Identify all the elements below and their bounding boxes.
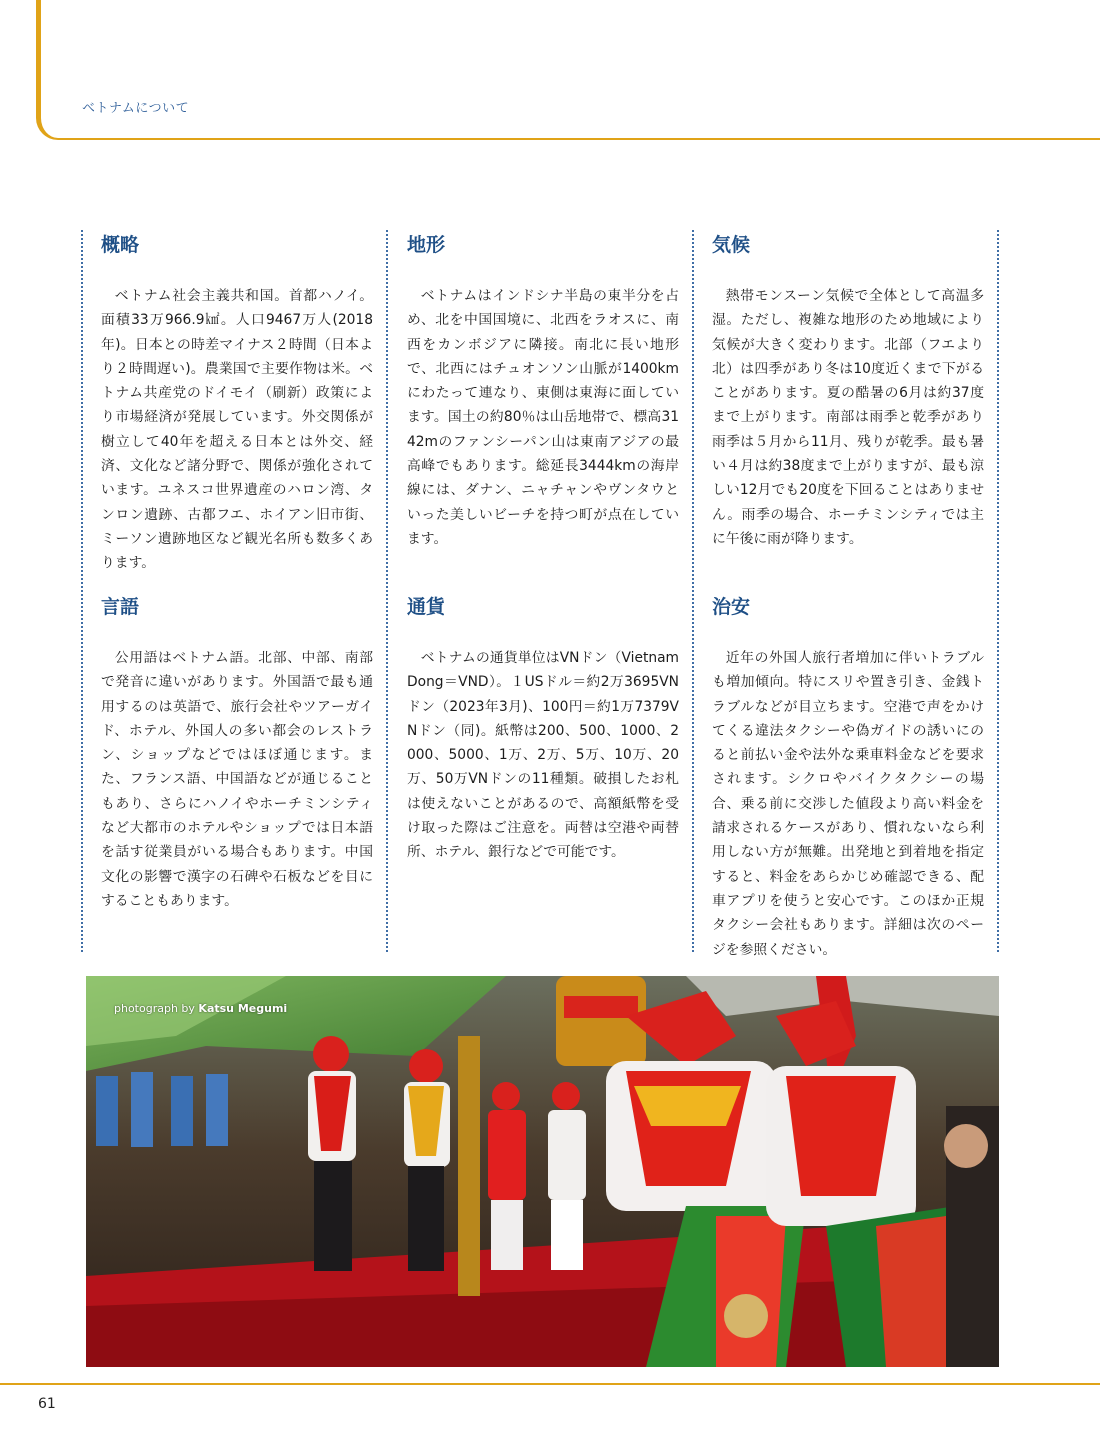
section-safety [712,594,984,962]
column-divider [692,230,694,952]
section-title: 治安 [712,596,751,618]
festival-photo [86,976,999,1367]
section-title: 概略 [101,234,140,256]
section-geography [407,232,679,551]
section-body: 公用語はベトナム語。北部、中部、南部で発音に違いがあります。外国語で最も通用するのは英語で、旅行会社やツアーガイド、ホテル、外国人の多い都会のレストラン、ショップなどではほぼ通じます。また、フランス語、中国語などが通じることもあり、さらにハノイやホーチミンシティなど大都市のホテルやショップでは日本語を話す従業員がいる場合もあります。中国文化の影響で漢字の石碑や石板などを目にすることもあります。 [101,650,373,909]
section-climate [712,232,984,551]
page-header-frame [36,0,1100,140]
column-divider [386,230,388,952]
section-title: 地形 [407,234,446,256]
section-title: 通貨 [407,596,446,618]
section-language [101,594,373,913]
page-number: 61 [38,1396,56,1412]
section-currency [407,594,679,865]
photo-credit-prefix: photograph by [114,1002,195,1015]
section-body: 近年の外国人旅行者増加に伴いトラブルも増加傾向。特にスリや置き引き、金銭トラブルなどが目立ちます。空港で声をかけてくる違法タクシーや偽ガイドの誘いにのると前払い金や法外な乗車料金などを要求されます。シクロやバイクタクシーの場合、乗る前に交渉した値段より高い料金を請求されるケースがあり、慣れないなら利用しない方が無難。出発地と到着地を指定すると、料金をあらかじめ確認できる、配車アプリを使うと安心です。このほか正規タクシー会社もあります。詳細は次のページを参照ください。 [712,650,984,958]
photo-credit-name: Katsu Megumi [198,1002,288,1015]
section-title: 言語 [101,596,140,618]
section-overview [101,232,373,576]
section-body: ベトナムの通貨単位はVNドン（Vietnam Dong＝VND）。１USドル＝約2万3695VNドン（2023年3月)、100円＝約1万7379VNドン（同)。紙幣は200、500、1000、2000、5000、1万、2万、5万、10万、20万、50万VNドンの11種類。破損したお札は使えないことがあるので、高額紙幣を受け取った際はご注意を。両替は空港や両替所、ホテル、銀行などで可能です。 [407,650,679,861]
section-body: ベトナムはインドシナ半島の東半分を占め、北を中国国境に、北西をラオスに、南西をカンボジアに隣接。南北に長い地形で、北西にはチュオンソン山脈が1400kmにわたって連なり、東側は東海に面しています。国土の約80％は山岳地帯で、標高3142mのファンシーパン山は東南アジアの最高峰でもあります。総延長3444kmの海岸線には、ダナン、ニャチャンやヴンタウといった美しいビーチを持つ町が点在しています。 [407,288,679,547]
photo-credit [114,1002,287,1015]
section-title: 気候 [712,234,751,256]
breadcrumb: ベトナムについて [82,101,190,116]
column-divider [997,230,999,952]
section-body: 熱帯モンスーン気候で全体として高温多湿。ただし、複雑な地形のため地域により気候が大きく変わります。北部（フエより北）は四季があり冬は10度近くまで下がることがあります。夏の酷暑の6月は約37度まで上がります。南部は雨季と乾季があり雨季は５月から11月、残りが乾季。最も暑い４月は約38度まで上がりますが、最も涼しい12月でも20度を下回ることはありません。雨季の場合、ホーチミンシティでは主に午後に雨が降ります。 [712,288,984,547]
festival-dancers-illustration [86,976,999,1367]
column-divider [81,230,83,952]
footer-rule [0,1383,1100,1385]
section-body: ベトナム社会主義共和国。首都ハノイ。面積33万966.9㎢。人口9467万人(2018年)。日本との時差マイナス２時間（日本より２時間遅い)。農業国で主要作物は米。ベトナム共産党のドイモイ（刷新）政策により市場経済が発展しています。外交関係が樹立して40年を超える日本とは外交、経済、文化など諸分野で、関係が強化されています。ユネスコ世界遺産のハロン湾、タンロン遺跡、古都フエ、ホイアン旧市街、ミーソン遺跡地区など観光名所も数多くあります。 [101,288,373,572]
